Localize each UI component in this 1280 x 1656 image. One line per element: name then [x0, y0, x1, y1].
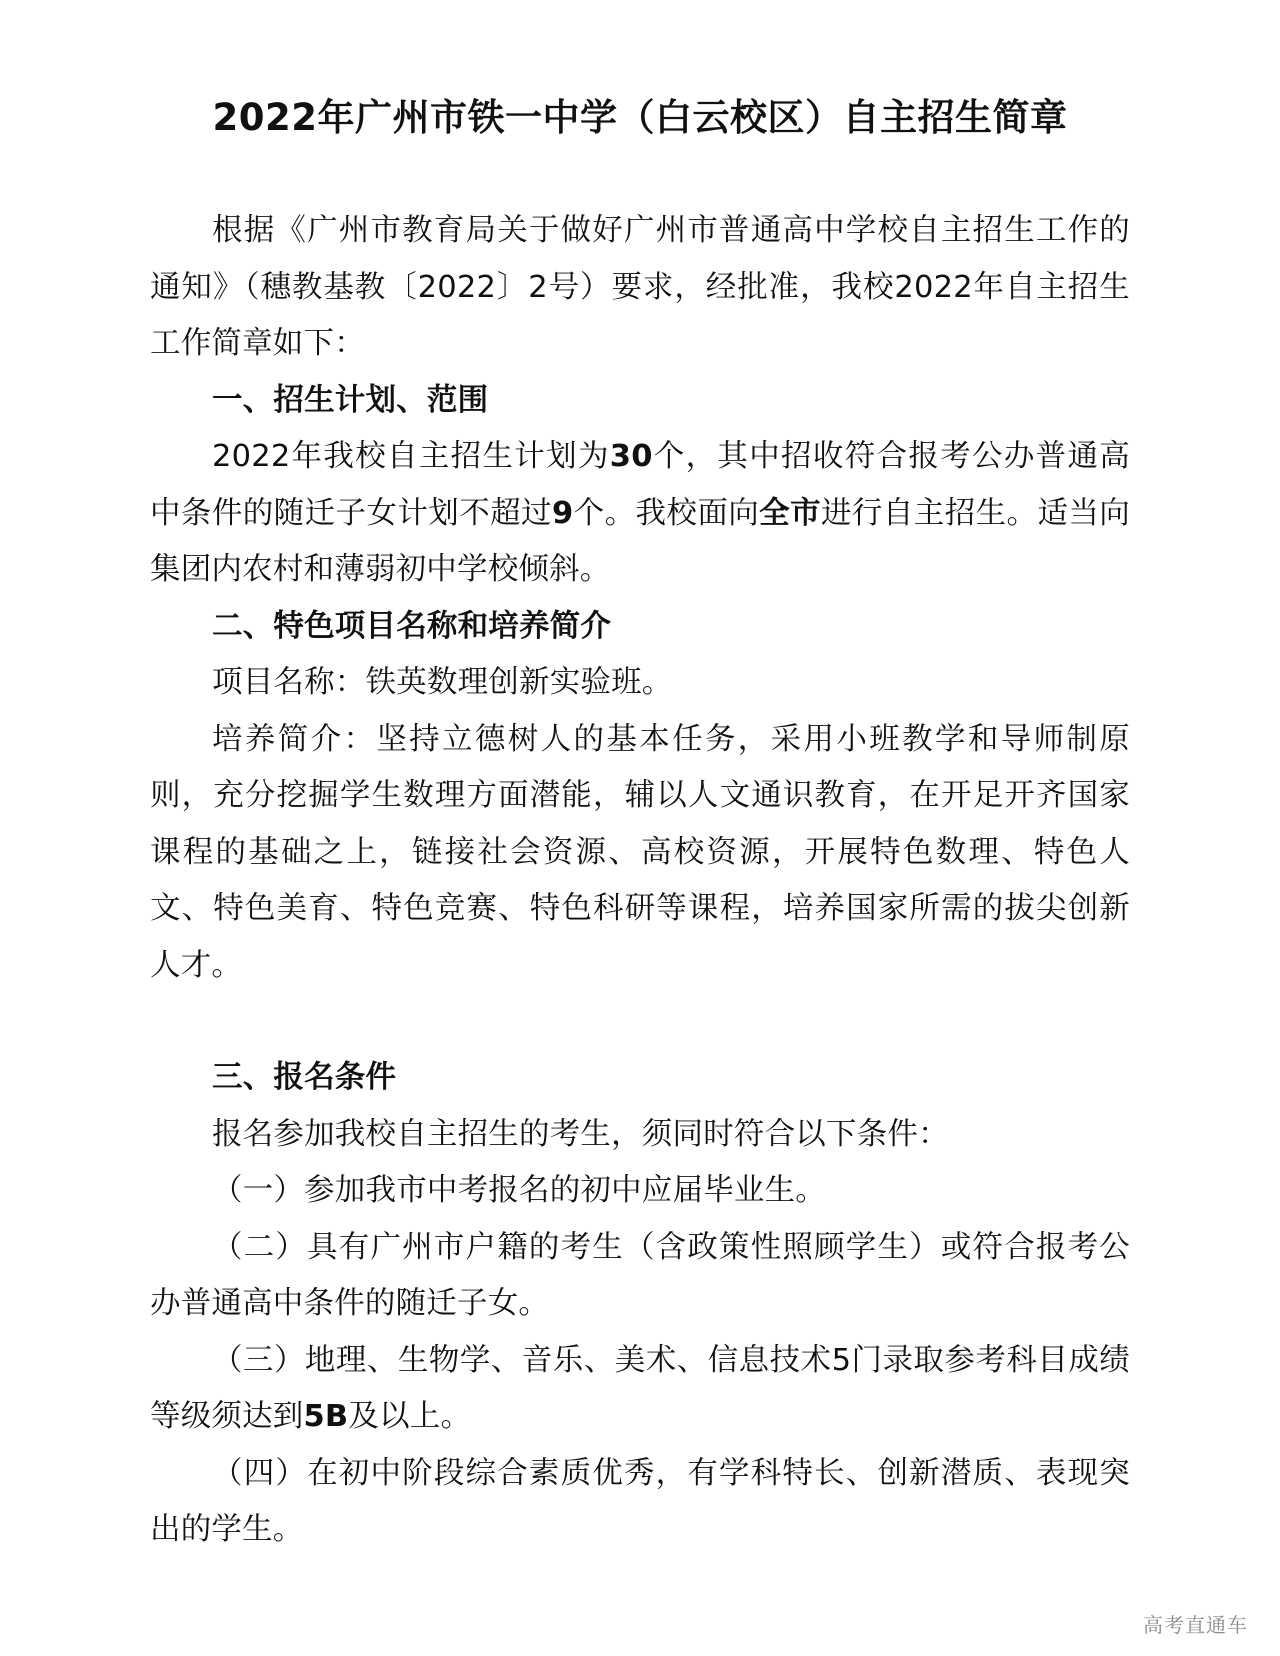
intro-paragraph: 根据《广州市教育局关于做好广州市普通高中学校自主招生工作的通知》（穗教基教〔2022〕2号）要求，经批准，我校2022年自主招生工作简章如下： — [150, 213, 1130, 361]
text-run: （三）地理、生物学、音乐、美术、信息技术5门录取参考科目成绩等级须达到 — [150, 1342, 1130, 1434]
text-run: 及以上。 — [348, 1399, 472, 1434]
enrollment-scope: 全市 — [759, 495, 822, 531]
condition-1: （一）参加我市中考报名的初中应届毕业生。 — [212, 1173, 826, 1208]
section-3-heading: 三、报名条件 — [212, 1060, 397, 1095]
condition-3 — [150, 1333, 1130, 1446]
section-2-heading: 二、特色项目名称和培养简介 — [212, 608, 612, 644]
project-name-paragraph: 项目名称：铁英数理创新实验班。 — [212, 665, 673, 700]
plan-count: 30 — [609, 439, 653, 474]
document-title: 2022年广州市铁一中学（白云校区）自主招生简章 — [212, 96, 1068, 139]
condition-4: （四）在初中阶段综合素质优秀，有学科特长、创新潜质、表现突出的学生。 — [150, 1455, 1130, 1547]
text-run: 个，其中招收符合报考公办普通高中条件的随迁子女计划不超过 — [150, 439, 1130, 531]
conditions-lead: 报名参加我校自主招生的考生，须同时符合以下条件： — [212, 1116, 949, 1152]
grade-requirement: 5B — [303, 1399, 349, 1434]
section-1-heading: 一、招生计划、范围 — [212, 382, 489, 418]
document-body — [150, 203, 1130, 1559]
section-1-paragraph — [150, 429, 1130, 599]
text-run: 进行自主招生。适当向集团内农村和薄弱初中学校倾斜。 — [150, 495, 1131, 587]
watermark: 高考直通车 — [1143, 1613, 1248, 1637]
training-intro-paragraph: 培养简介：坚持立德树人的基本任务，采用小班教学和导师制原则，充分挖掘学生数理方面潜能，辅以人文通识教育，在开足开齐国家课程的基础之上，链接社会资源、高校资源，开展特色数理、特色人文、特色美育、特色竞赛、特色科研等课程，培养国家所需的拔尖创新人才。 — [150, 721, 1130, 983]
text-run: 2022年我校自主招生计划为 — [212, 439, 610, 474]
text-run: 个。我校面向 — [573, 495, 760, 531]
migrant-quota: 9 — [551, 495, 574, 531]
condition-2: （二）具有广州市户籍的考生（含政策性照顾学生）或符合报考公办普通高中条件的随迁子女。 — [150, 1229, 1130, 1321]
